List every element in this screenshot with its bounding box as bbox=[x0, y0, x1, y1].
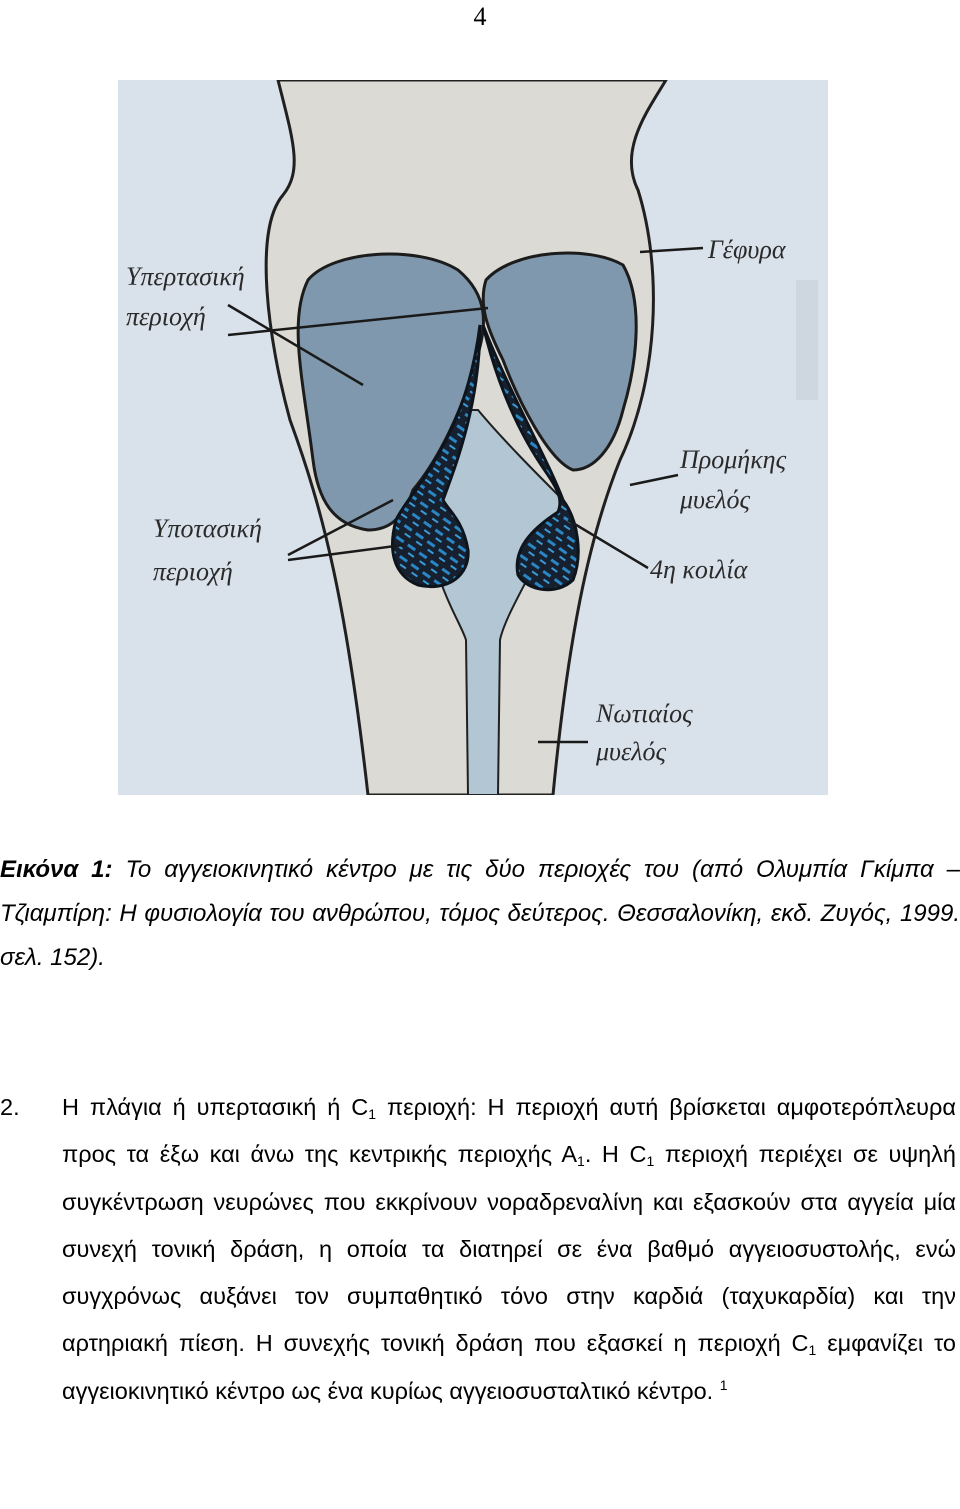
label-hypertensive-1: Υπερτασική bbox=[126, 262, 245, 291]
label-bridge: Γέφυρα bbox=[708, 235, 786, 264]
caption-label: Εικόνα 1: bbox=[0, 856, 113, 883]
label-ventricle: 4η κοιλία bbox=[650, 555, 748, 584]
subscript-4: 1 bbox=[808, 1342, 817, 1359]
label-medulla-1: Προμήκης bbox=[680, 445, 787, 474]
paragraph-text-3: . Η C bbox=[584, 1141, 647, 1168]
label-spinal-1: Νωτιαίος bbox=[596, 699, 693, 728]
label-hypotensive-2: περιοχή bbox=[153, 557, 233, 586]
label-medulla-2: μυελός bbox=[680, 485, 751, 514]
paragraph-text-4: περιοχή περιέχει σε υψηλή συγκέντρωση νευρώνες που εκκρίνουν νοραδρεναλίνη και εξασκούν στα αγγεία μία συνεχή τονική δράση, η οποία τα διατηρεί σε ένα βαθμό αγγειοσυστολής, ενώ συγχρόνως αυξάνει τον συμπαθητικό τόνο στην καρδιά (ταχυκαρδία) και την αρτηριακή πίεση. Η συνεχής τονική δράση που εξασκεί η περιοχή C bbox=[62, 1141, 957, 1357]
paragraph-number: 2. bbox=[0, 1094, 20, 1120]
paragraph-text-1: Η πλάγια ή υπερτασική ή C bbox=[62, 1094, 369, 1120]
subscript-3: 1 bbox=[646, 1153, 655, 1170]
paragraph-text-2: περιοχή: Η περιοχή αυτή βρίσκεται αμφοτερόπλευρα προς τα έξω και άνω της κεντρικής περιοχής Α bbox=[62, 1094, 956, 1168]
footnote-marker[interactable]: 1 bbox=[719, 1376, 728, 1393]
label-hypotensive-1: Υποτασική bbox=[153, 514, 262, 543]
label-hypertensive-2: περιοχή bbox=[126, 302, 206, 331]
page-number: 4 bbox=[473, 2, 487, 31]
subscript-1: 1 bbox=[368, 1106, 376, 1122]
figure-caption bbox=[0, 848, 960, 980]
numbered-paragraph bbox=[0, 1084, 957, 1415]
brainstem-figure bbox=[118, 80, 828, 795]
label-spinal-2: μυελός bbox=[596, 737, 667, 766]
subscript-2: 1 bbox=[577, 1153, 585, 1170]
caption-text: Το αγγειοκινητικό κέντρο με τις δύο περιοχές του (από Ολυμπία Γκίμπα – Τζιαμπίρη: Η φυσιολογία του ανθρώπου, τόμος δεύτερος. Θεσσαλονίκη, εκδ. Ζυγός, 1999. σελ. 152). bbox=[0, 856, 960, 971]
paragraph-text-5: εμφανίζει το αγγειοκινητικό κέντρο ως ένα κυρίως αγγειοσυσταλτικό κέντρο. bbox=[62, 1330, 956, 1404]
